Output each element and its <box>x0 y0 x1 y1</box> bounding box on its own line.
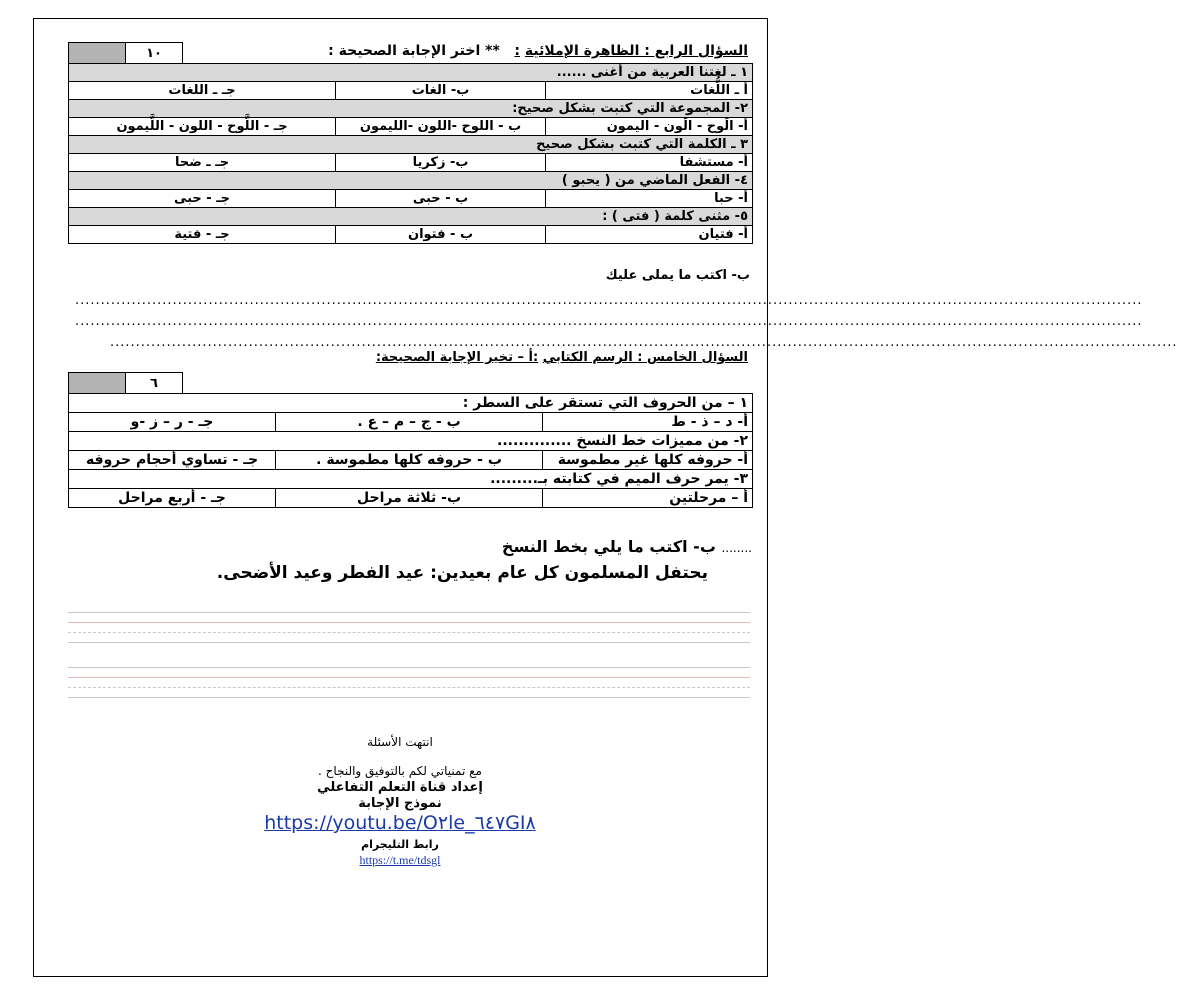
dictation-line-2: ................................................................................................................................................................................................................ <box>75 314 1143 329</box>
score-shade <box>69 373 126 394</box>
q5-part-b-dots: ........ <box>721 541 752 555</box>
q5-title: السؤال الخامس : الرسم الكتابي <box>542 350 748 365</box>
q5-part-b-label: ب- اكتب ما يلي بخط النسخ <box>501 537 716 556</box>
q4-option-b: ب- الغات <box>336 82 546 100</box>
guide-line <box>68 687 750 688</box>
telegram-link[interactable]: https://t.me/tdsgl <box>359 853 441 867</box>
q4-option-a: أ- فتيان <box>546 226 753 244</box>
q5-heading <box>376 350 748 365</box>
guide-line <box>68 642 750 643</box>
q4-option-c: جـ - حبى <box>69 190 336 208</box>
q4-score-box <box>68 42 183 64</box>
q5-option-b: ب - حروفه كلها مطموسة . <box>276 451 543 470</box>
dictation-line-3: ................................................................................................................................................................................................................ <box>110 335 1178 350</box>
q5-option-b: ب - ج – م – ع . <box>276 413 543 432</box>
q5-question-3: ٣- يمر حرف الميم في كتابته بـ......... <box>69 470 753 489</box>
q5-score-box <box>68 372 183 394</box>
q4-option-c: جـ ـ ضحا <box>69 154 336 172</box>
handwriting-lines-2 <box>68 667 750 707</box>
q4-question-3: ٣ ـ الكلمة التي كتبت بشكل صحيح <box>69 136 753 154</box>
q4-question-5: ٥- مثنى كلمة ( فتى ) : <box>69 208 753 226</box>
guide-line <box>68 677 750 678</box>
telegram-label: رابط التليجرام <box>361 838 439 851</box>
q5-option-a: أ- د – ذ - ط <box>543 413 753 432</box>
q5-option-a: أ- حروفه كلها غير مطموسة <box>543 451 753 470</box>
youtube-link[interactable]: https://youtu.be/O٢le_٦٤٧GI٨ <box>264 812 536 834</box>
q4-option-b: ب - حبى <box>336 190 546 208</box>
handwriting-lines-1 <box>68 612 750 652</box>
guide-line <box>68 697 750 698</box>
q5-option-c: جـ - ر – ز -و <box>69 413 276 432</box>
telegram-link-row <box>0 853 800 868</box>
q4-title: السؤال الرابع : الظاهرة الإملائية <box>524 43 748 59</box>
q4-option-a: أ ـ اللُّغات <box>546 82 753 100</box>
q5-part-b <box>502 537 752 556</box>
q4-option-a: أ- حبا <box>546 190 753 208</box>
score-shade <box>69 43 126 64</box>
q4-part-b: ب- اكتب ما يملى عليك <box>605 268 750 283</box>
youtube-link-row <box>0 812 800 834</box>
prepared-by: إعداد قناة التعلم التفاعلي <box>317 780 483 795</box>
q4-instruction: ** اختر الإجابة الصحيحة : <box>328 43 500 59</box>
guide-line <box>68 667 750 668</box>
q5-instruction: :أ – تخير الإجابة الصحيحة: <box>375 350 539 365</box>
q5-option-b: ب- ثلاثة مراحل <box>276 489 543 508</box>
q4-question-1: ١ ـ لغتنا العربية من أغنى ...... <box>69 64 753 82</box>
answer-model: نموذج الإجابة <box>358 796 442 811</box>
dictation-line-1: ................................................................................................................................................................................................................ <box>75 293 1143 308</box>
q4-score: ١٠ <box>126 43 183 64</box>
q4-option-c: جـ ـ اللغات <box>69 82 336 100</box>
q4-option-b: ب - فتوان <box>336 226 546 244</box>
q4-option-c: جـ - فتية <box>69 226 336 244</box>
q4-option-b: ب - اللوح -اللون -الليمون <box>336 118 546 136</box>
guide-line <box>68 622 750 623</box>
q4-question-2: ٢- المجموعة التي كتبت بشكل صحيح: <box>69 100 753 118</box>
q5-option-a: أ – مرحلتين <box>543 489 753 508</box>
q4-option-b: ب- زكريا <box>336 154 546 172</box>
q5-score: ٦ <box>126 373 183 394</box>
end-of-questions: انتهت الأسئلة <box>367 735 433 749</box>
guide-line <box>68 632 750 633</box>
q4-heading <box>328 43 748 59</box>
q4-option-a: أ- مستشفا <box>546 154 753 172</box>
q4-option-c: جـ - اللَّوح - اللون - اللَّيمون <box>69 118 336 136</box>
wishes-text: مع تمنياتي لكم بالتوفيق والنجاح . <box>318 764 482 778</box>
q5-option-c: جـ - أربع مراحل <box>69 489 276 508</box>
q5-question-2: ٢- من مميزات خط النسخ .............. <box>69 432 753 451</box>
q5-sentence: يحتفل المسلمون كل عام بعيدين: عيد الفطر وعيد الأضحى. <box>216 563 708 583</box>
guide-line <box>68 612 750 613</box>
q4-table <box>68 63 753 244</box>
q4-option-a: أ- الَوح - الَون - اليمون <box>546 118 753 136</box>
q5-table <box>68 393 753 508</box>
q5-option-c: جـ - تساوي أحجام حروفه <box>69 451 276 470</box>
q5-question-1: ١ – من الحروف التي تستقر على السطر : <box>69 394 753 413</box>
q4-question-4: ٤- الفعل الماضي من ( يحبو ) <box>69 172 753 190</box>
q4-colon: : <box>514 43 520 59</box>
